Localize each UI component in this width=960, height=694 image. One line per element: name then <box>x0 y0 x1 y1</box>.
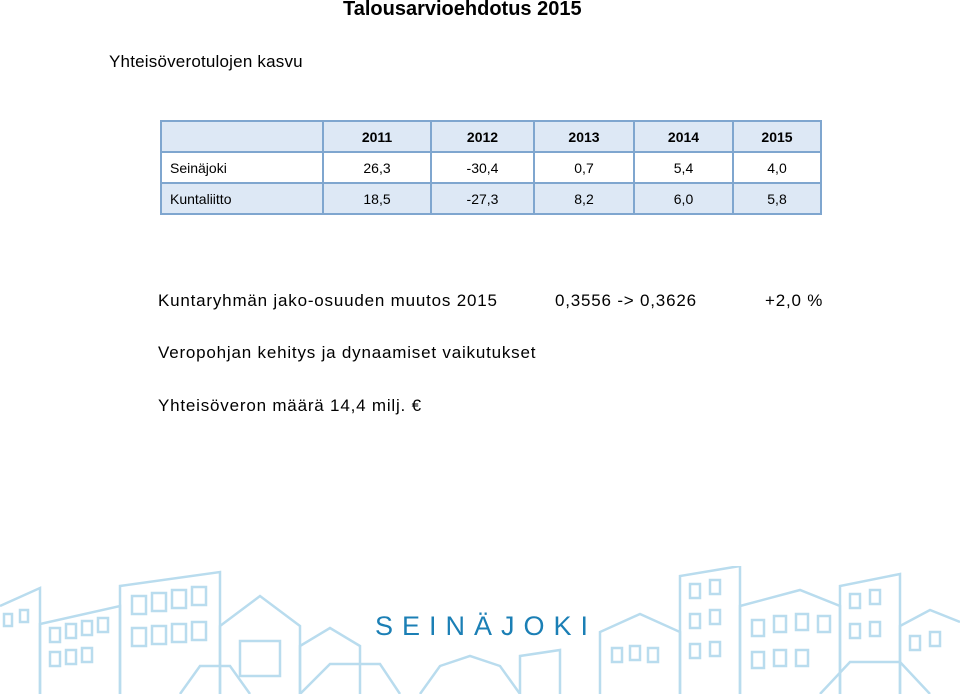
table-cell: 5,8 <box>733 183 821 214</box>
column-header: 2011 <box>323 121 431 152</box>
tax-amount-line: Yhteisöveron määrä 14,4 milj. € <box>158 396 422 415</box>
share-change-value: 0,3556 -> 0,3626 <box>555 291 697 310</box>
table-cell: 18,5 <box>323 183 431 214</box>
table-cell: 0,7 <box>534 152 634 183</box>
table-cell: 6,0 <box>634 183 733 214</box>
table-cell: 4,0 <box>733 152 821 183</box>
table-cell: 8,2 <box>534 183 634 214</box>
column-header: 2014 <box>634 121 733 152</box>
column-header: 2013 <box>534 121 634 152</box>
share-label: Kuntaryhmän jako-osuuden muutos 2015 <box>158 291 498 310</box>
table-row <box>161 183 821 214</box>
row-label: Seinäjoki <box>161 152 323 183</box>
column-header: 2012 <box>431 121 534 152</box>
page-title: Talousarvioehdotus 2015 <box>343 0 582 20</box>
table-cell: 5,4 <box>634 152 733 183</box>
column-header: 2015 <box>733 121 821 152</box>
share-percent-value: +2,0 % <box>765 291 824 310</box>
row-label: Kuntaliitto <box>161 183 323 214</box>
table-row <box>161 152 821 183</box>
table-cell: -30,4 <box>431 152 534 183</box>
brand-logo: SEINÄJOKI <box>375 611 598 641</box>
share-change-line <box>158 291 824 311</box>
table-cell: -27,3 <box>431 183 534 214</box>
tax-growth-table <box>160 120 822 215</box>
page-subtitle: Yhteisöverotulojen kasvu <box>109 52 303 71</box>
tax-base-line: Veropohjan kehitys ja dynaamiset vaikutukset <box>158 343 537 362</box>
table-cell: 26,3 <box>323 152 431 183</box>
table-header-row <box>161 121 821 152</box>
column-header <box>161 121 323 152</box>
